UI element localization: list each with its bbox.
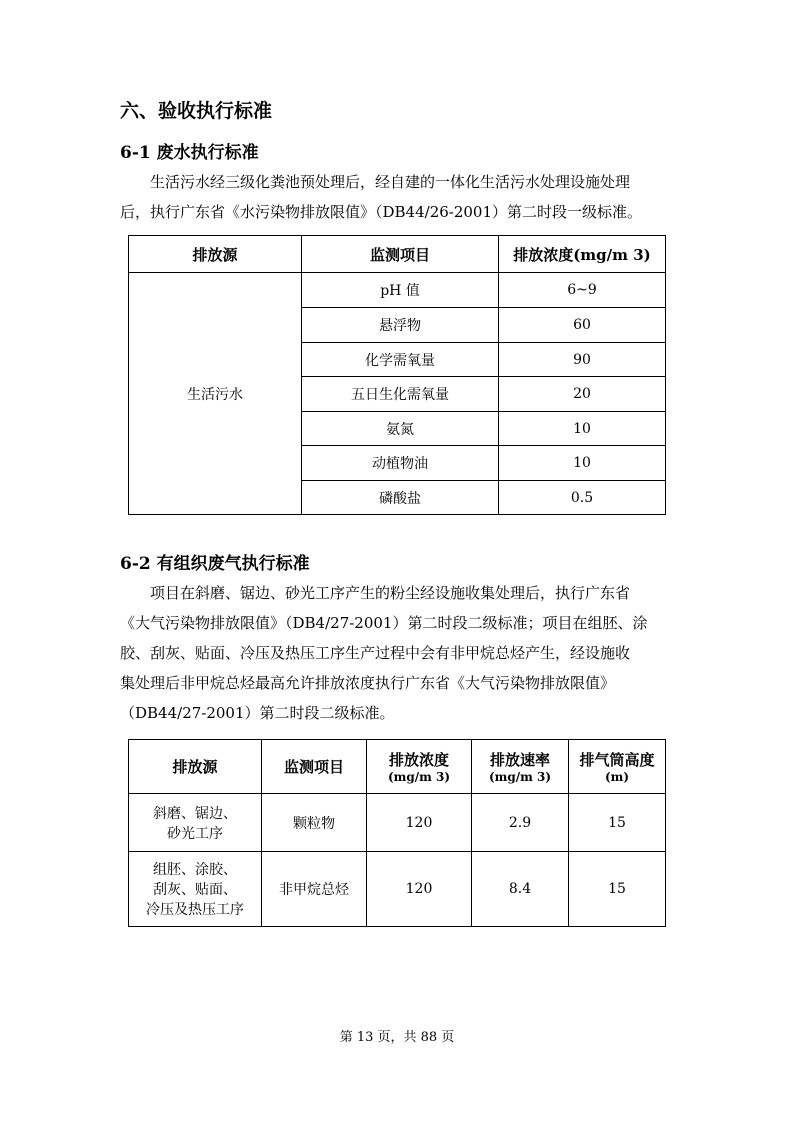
cell-value: 6~9 <box>499 273 666 308</box>
paragraph-line: 胶、刮灰、贴面、冷压及热压工序生产过程中会有非甲烷总烃产生，经设施收 <box>120 644 631 662</box>
cell-concentration: 120 <box>367 852 472 927</box>
header-concentration: 排放浓度(mg/m 3) <box>499 236 666 273</box>
cell-item: 化学需氧量 <box>302 343 499 377</box>
table-header-row <box>129 236 666 273</box>
table-row <box>129 852 666 927</box>
cell-value: 10 <box>499 446 666 481</box>
header-unit: (mg/m 3) <box>488 770 552 784</box>
cell-item: 动植物油 <box>302 446 499 481</box>
header-main: 排放速率 <box>489 751 550 769</box>
cell-height: 15 <box>569 794 666 852</box>
paragraph-line: 项目在斜磨、锯边、砂光工序产生的粉尘经设施收集处理后，执行广东省 <box>150 584 631 602</box>
section-title: 六、验收执行标准 <box>120 100 273 122</box>
cell-item: 颗粒物 <box>262 794 367 852</box>
paragraph-line: 集处理后非甲烷总烃最高允许排放浓度执行广东省《大气污染物排放限值》 <box>120 674 616 692</box>
cell-item: pH 值 <box>302 273 499 308</box>
cell-height: 15 <box>569 852 666 927</box>
header-source <box>129 740 262 794</box>
wastewater-standard-table <box>128 235 666 515</box>
cell-rate: 8.4 <box>472 852 569 927</box>
subsection-title-exhaust: 6-2 有组织废气执行标准 <box>120 554 310 574</box>
subsection-title-wastewater: 6-1 废水执行标准 <box>120 143 259 163</box>
exhaust-paragraph <box>120 578 668 728</box>
header-stack-height <box>569 740 666 794</box>
cell-source <box>129 794 262 852</box>
header-main: 监测项目 <box>283 758 344 776</box>
header-main: 排放源 <box>172 758 218 776</box>
exhaust-standard-table <box>128 739 666 927</box>
header-item: 监测项目 <box>302 236 499 273</box>
source-line: 砂光工序 <box>167 825 223 842</box>
cell-value: 60 <box>499 308 666 343</box>
source-line: 冷压及热压工序 <box>146 902 244 918</box>
paragraph-line: 《大气污染物排放限值》（DB4/27-2001）第二时段二级标准；项目在组胚、涂 <box>120 614 648 632</box>
paragraph-line: 生活污水经三级化粪池预处理后，经自建的一体化生活污水处理设施处理 <box>150 173 631 191</box>
table-header-row <box>129 740 666 794</box>
cell-source: 生活污水 <box>129 273 302 515</box>
cell-value: 90 <box>499 343 666 377</box>
header-rate <box>472 740 569 794</box>
source-line: 刮灰、贴面、 <box>153 882 237 898</box>
page-footer: 第 13 页，共 88 页 <box>339 1030 455 1045</box>
table-row <box>129 273 666 308</box>
cell-item: 五日生化需氧量 <box>302 377 499 412</box>
header-main: 排放浓度 <box>388 751 449 769</box>
header-concentration <box>367 740 472 794</box>
cell-item: 磷酸盐 <box>302 481 499 515</box>
cell-value: 20 <box>499 377 666 412</box>
cell-rate: 2.9 <box>472 794 569 852</box>
wastewater-paragraph <box>120 167 668 227</box>
source-line: 斜磨、锯边、 <box>153 805 237 822</box>
header-main: 排气筒高度 <box>579 751 655 769</box>
paragraph-line: （DB44/27-2001）第二时段二级标准。 <box>120 704 395 722</box>
cell-item: 悬浮物 <box>302 308 499 343</box>
source-line: 组胚、涂胶、 <box>153 862 237 878</box>
header-unit: (mg/m 3) <box>387 770 451 784</box>
table-row <box>129 794 666 852</box>
header-source: 排放源 <box>129 236 302 273</box>
cell-value: 0.5 <box>499 481 666 515</box>
cell-concentration: 120 <box>367 794 472 852</box>
cell-source <box>129 852 262 927</box>
header-item <box>262 740 367 794</box>
cell-value: 10 <box>499 412 666 446</box>
cell-item: 非甲烷总烃 <box>262 852 367 927</box>
cell-item: 氨氮 <box>302 412 499 446</box>
header-unit: (m) <box>604 770 630 784</box>
paragraph-line: 后，执行广东省《水污染物排放限值》（DB44/26-2001）第二时段一级标准。 <box>120 203 643 221</box>
